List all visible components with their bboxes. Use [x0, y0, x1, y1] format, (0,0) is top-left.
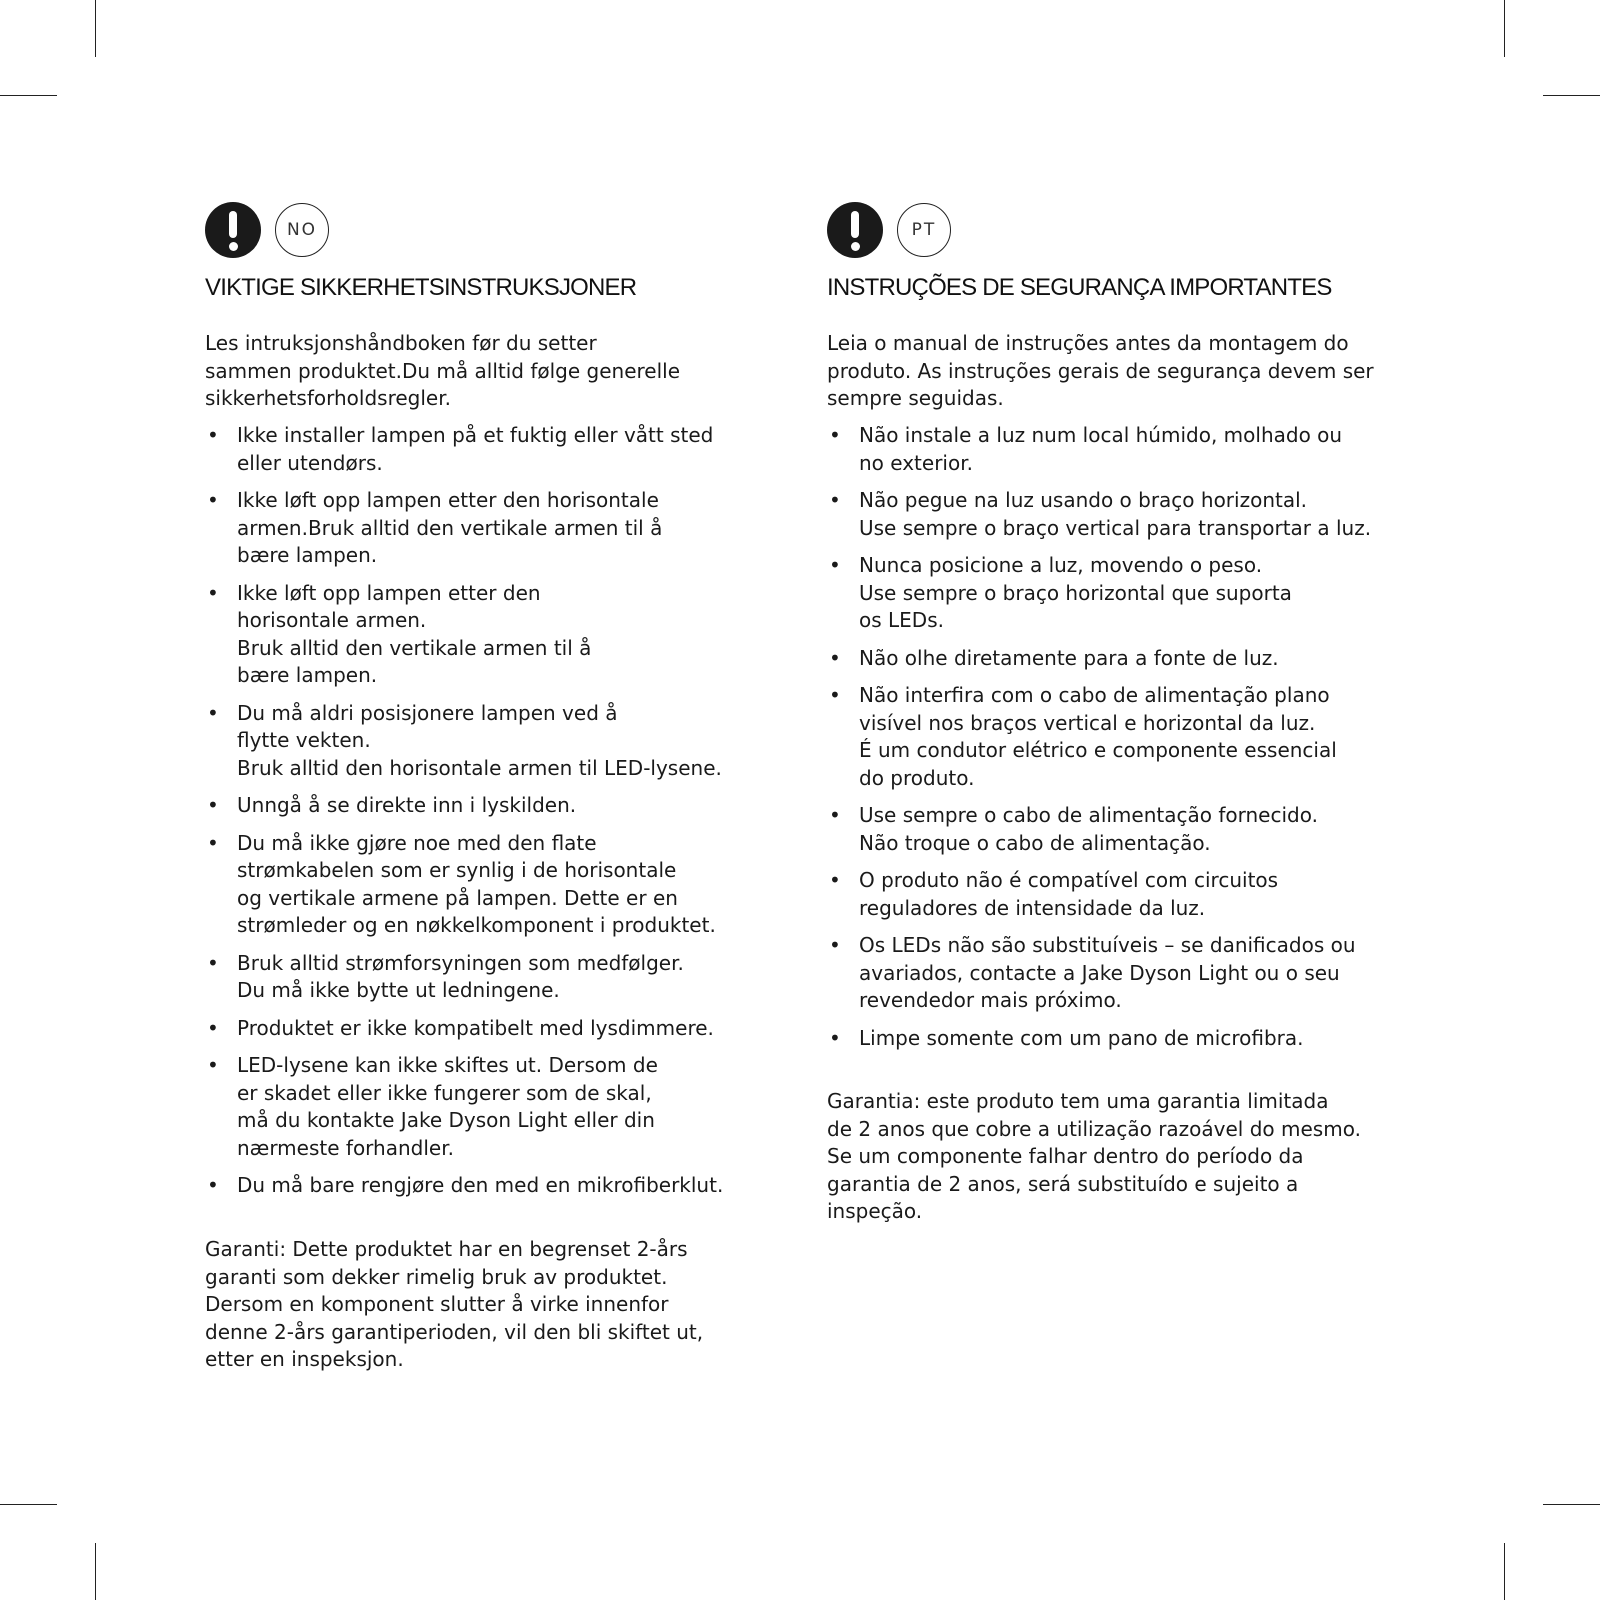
bullet-icon: •: [207, 1053, 219, 1077]
warranty-paragraph: [827, 1088, 1361, 1226]
list-item-text: Não instale a luz num local húmido, molhado ou no exterior.: [859, 423, 1343, 475]
safety-list: [827, 422, 1371, 1062]
exclamation-warning-icon: [827, 202, 883, 258]
list-item: [205, 1052, 723, 1162]
bullet-icon: •: [207, 423, 219, 447]
list-item: [205, 422, 723, 477]
crop-mark: [1543, 95, 1600, 96]
list-item: [827, 932, 1371, 1015]
list-item-text: Bruk alltid strømforsyningen som medfølger. Du må ikke bytte ut ledningene.: [237, 950, 684, 1002]
bullet-icon: •: [207, 950, 219, 975]
language-badge-no: NO: [275, 203, 329, 257]
section-norwegian: [205, 200, 785, 1371]
list-item-text: Du må bare rengjøre den med en mikrofiberklut.: [237, 1173, 724, 1197]
list-item-text: Não olhe diretamente para a fonte de luz.: [859, 645, 1279, 670]
bullet-icon: •: [207, 1173, 219, 1197]
exclamation-warning-icon: [205, 202, 261, 258]
list-item: [827, 487, 1371, 542]
bullet-icon: •: [829, 933, 841, 957]
bullet-icon: •: [829, 645, 841, 670]
list-item-text: LED-lysene kan ikke skiftes ut. Dersom de er skadet eller ikke fungerer som de skal, må du kontakte Jake Dyson Light eller din nærmeste forhandler.: [237, 1053, 658, 1160]
bullet-icon: •: [207, 793, 219, 817]
list-item: [827, 682, 1371, 792]
bullet-icon: •: [207, 1015, 219, 1040]
section-icons: [827, 200, 1407, 260]
bullet-icon: •: [207, 700, 219, 725]
bullet-icon: •: [829, 868, 841, 892]
bullet-icon: •: [207, 488, 219, 512]
intro-paragraph: Les intruksjonshåndboken før du setter sammen produktet.Du må alltid følge generelle sikkerhetsforholdsregler.: [205, 331, 681, 410]
bullet-icon: •: [829, 488, 841, 512]
section-icons: [205, 200, 785, 260]
safety-list: [205, 422, 723, 1210]
intro-paragraph: Leia o manual de instruções antes da montagem do produto. As instruções gerais de segurança devem ser sempre seguidas.: [827, 331, 1374, 410]
crop-mark: [0, 95, 57, 96]
list-item-text: Ikke løft opp lampen etter den horisontale armen.Bruk alltid den vertikale armen til å bære lampen.: [237, 488, 663, 567]
bullet-icon: •: [207, 580, 219, 605]
list-item-text: Ikke installer lampen på et fuktig eller vått sted eller utendørs.: [237, 423, 714, 475]
section-portuguese: [827, 200, 1407, 1223]
crop-mark: [0, 1504, 57, 1505]
section-title: INSTRUÇÕES DE SEGURANÇA IMPORTANTES: [827, 274, 1332, 301]
list-item: [205, 487, 723, 570]
list-item: [827, 1025, 1371, 1053]
crop-mark: [95, 0, 96, 57]
list-item-text: Du må ikke gjøre noe med den flate strømkabelen som er synlig i de horisontale og vertikale armene på lampen. Dette er en strømleder og en nøkkelkomponent i produktet.: [237, 830, 716, 937]
list-item: [205, 1172, 723, 1200]
bullet-icon: •: [207, 830, 219, 855]
bullet-icon: •: [829, 423, 841, 447]
warranty-label: Garantia: [827, 1089, 914, 1113]
bullet-icon: •: [829, 1025, 841, 1050]
crop-mark: [1543, 1504, 1600, 1505]
list-item: [205, 950, 723, 1005]
bullet-icon: •: [829, 553, 841, 577]
bullet-icon: •: [829, 683, 841, 707]
section-title: VIKTIGE SIKKERHETSINSTRUKSJONER: [205, 274, 637, 301]
crop-mark: [1504, 1543, 1505, 1600]
list-item: [827, 867, 1371, 922]
language-badge-pt: PT: [897, 203, 951, 257]
list-item: [205, 700, 723, 783]
crop-mark: [95, 1543, 96, 1600]
list-item: [205, 830, 723, 940]
list-item-text: Limpe somente com um pano de microfibra.: [859, 1025, 1304, 1050]
list-item-text: Nunca posicione a luz, movendo o peso. Use sempre o braço horizontal que suporta os LEDs.: [859, 553, 1292, 632]
warranty-label: Garanti: [205, 1237, 280, 1261]
warranty-paragraph: [205, 1236, 703, 1374]
list-item-text: Ikke løft opp lampen etter den horisontale armen. Bruk alltid den vertikale armen til å bære lampen.: [237, 580, 592, 687]
list-item-text: O produto não é compatível com circuitos reguladores de intensidade da luz.: [859, 868, 1279, 920]
list-item-text: Unngå å se direkte inn i lyskilden.: [237, 793, 577, 817]
crop-mark: [1504, 0, 1505, 57]
list-item: [827, 552, 1371, 635]
list-item: [205, 1015, 723, 1043]
list-item-text: Os LEDs não são substituíveis – se danificados ou avariados, contacte a Jake Dyson Light ou o seu revendedor mais próximo.: [859, 933, 1356, 1012]
list-item: [205, 580, 723, 690]
list-item-text: Produktet er ikke kompatibelt med lysdimmere.: [237, 1015, 714, 1040]
warranty-text: : este produto tem uma garantia limitada de 2 anos que cobre a utilização razoável do mesmo. Se um componente falhar dentro do período da garantia de 2 anos, será substituído e sujeito a inspeção.: [827, 1089, 1361, 1223]
list-item-text: Du må aldri posisjonere lampen ved å flytte vekten. Bruk alltid den horisontale armen til LED-lysene.: [237, 700, 722, 780]
list-item-text: Não interfira com o cabo de alimentação plano visível nos braços vertical e horizontal da luz. É um condutor elétrico e componente essencial do produto.: [859, 683, 1337, 790]
list-item: [827, 802, 1371, 857]
list-item: [827, 422, 1371, 477]
list-item: [827, 645, 1371, 673]
list-item: [205, 792, 723, 820]
list-item-text: Não pegue na luz usando o braço horizontal. Use sempre o braço vertical para transportar a luz.: [859, 488, 1372, 540]
bullet-icon: •: [829, 803, 841, 827]
list-item-text: Use sempre o cabo de alimentação fornecido. Não troque o cabo de alimentação.: [859, 803, 1318, 855]
warranty-text: : Dette produktet har en begrenset 2-års garanti som dekker rimelig bruk av produktet. Dersom en komponent slutter å virke innenfor denne 2-års garantiperioden, vil den bli skiftet ut, etter en inspeksjon.: [205, 1237, 704, 1371]
